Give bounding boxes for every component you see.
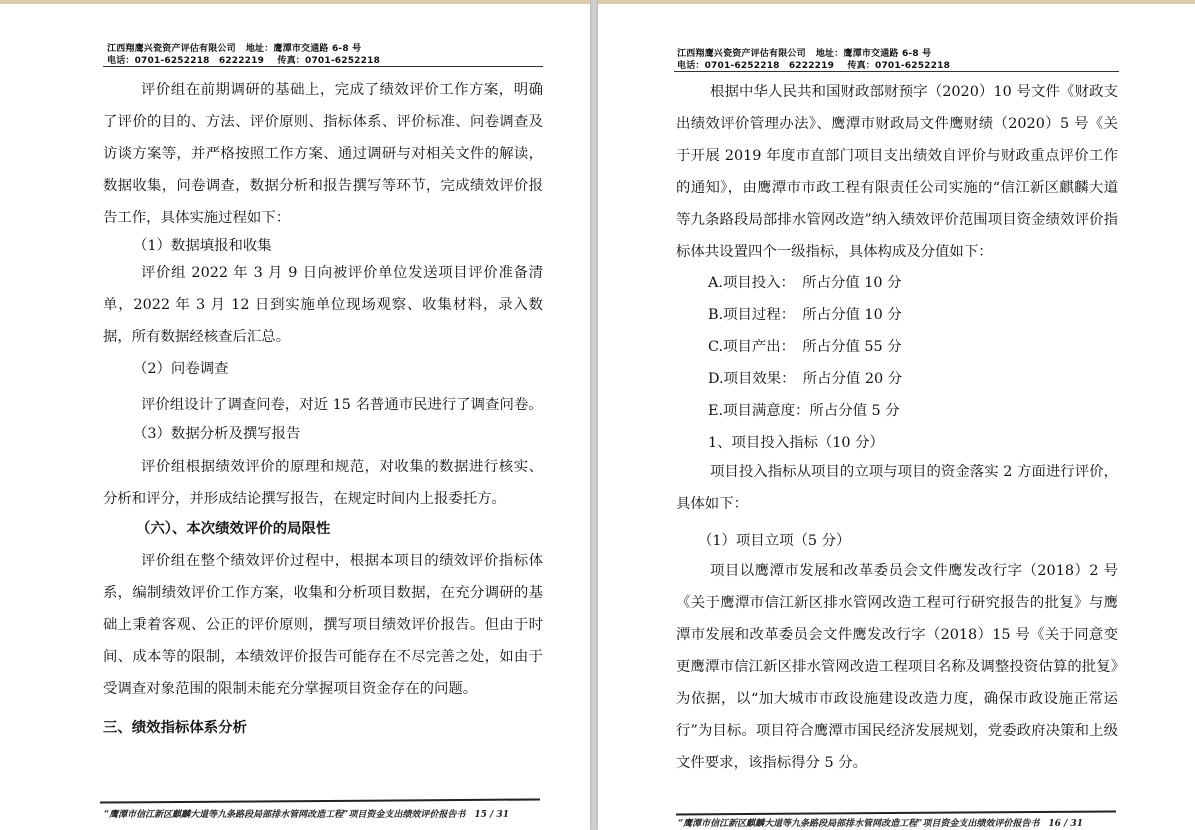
score-item-effect: D.项目效果： 所占分值 20 分 [708,371,903,387]
score-item-output: C.项目产出： 所占分值 55 分 [708,339,902,355]
company-fax: 传真：0701-6252218 [277,56,381,66]
company-address: 地址：鹰潭市交通路 6-8 号 [815,49,932,59]
section-limitations-heading: （六）、本次绩效评价的局限性 [136,520,331,537]
letterhead-line-2 [677,58,950,71]
page-footer: “鹰潭市信江新区麒麟大道等九条路段局部排水管网改造工程”项目资金支出绩效评价报告书 16 / 31 [678,819,1083,829]
paragraph-project-approval: 项目以鹰潭市发展和改革委员会文件鹰发改行字（2018）2 号《关于鹰潭市信江新区排水管网改造工程可行研究报告的批复》与鹰潭市发展和改革委员会文件鹰发改行字（2018）15 号《关于同意变更鹰潭市信江新区排水管网改造工程项目名称及调整投资估算的批复》为依据，以“加大城市市政设施建设改造力度，确保市政设施正常运行”为目标。项目符合鹰潭市国民经济发展规划，党委政府决策和上级文件要求，该指标得分 5 分。 [676,563,1118,771]
footer-rule [100,798,540,803]
company-name: 江西翔鹰兴瓷资产评估有限公司 [107,44,236,54]
score-item-satisfaction: E.项目满意度：所占分值 5 分 [708,403,900,419]
letterhead-line-2 [107,53,380,66]
company-address: 地址：鹰潭市交通路 6-8 号 [245,44,362,54]
paragraph-survey: 评价组设计了调查问卷，对近 15 名普通市民进行了调查问卷。 [141,397,543,413]
item-project-approval-title: （1）项目立项（5 分） [698,533,851,549]
paragraph-input-indicator: 项目投入指标从项目的立项与项目的资金落实 2 方面进行评价，具体如下： [676,464,1118,512]
paragraph-data-collection: 评价组 2022 年 3 月 9 日向被评价单位发送项目评价准备清单，2022 年 3 月 12 日到实施单位现场观察、收集材料，录入数据，所有数据经核查后汇总。 [103,265,543,345]
page-footer: “鹰潭市信江新区麒麟大道等九条路段局部排水管网改造工程”项目资金支出绩效评价报告书 15 / 31 [104,810,509,820]
item-survey-title: （2）问卷调查 [133,361,229,377]
company-phone: 电话：0701-6252218 6222219 [677,61,835,71]
paragraph-basis: 根据中华人民共和国财政部财预字（2020）10 号文件《财政支出绩效评价管理办法》、鹰潭市财政局文件鹰财绩（2020）5 号《关于开展 2019 年度市直部门项目支出绩效自评价与财政重点评价工作的通知》，由鹰潭市市政工程有限责任公司实施的“信江新区麒麟大道等九条路段局部排水管网改造”纳入绩效评价范围项目资金绩效评价指标体共设置四个一级指标，具体构成及分值如下： [676,84,1118,260]
sub-heading-input-indicator: 1、项目投入指标（10 分） [708,435,884,451]
header-rule [103,66,543,67]
paragraph-limitations: 评价组在整个绩效评价过程中，根据本项目的绩效评价指标体系，编制绩效评价工作方案，收集和分析项目数据，在充分调研的基础上秉着客观、公正的评价原则，撰写项目绩效评价报告。但由于时间、成本等的限制，本绩效评价报告可能存在不尽完善之处，如由于受调查对象范围的限制未能充分掌握项目资金存在的问题。 [103,553,543,697]
score-item-input: A.项目投入： 所占分值 10 分 [708,275,902,291]
paragraph-work-plan: 评价组在前期调研的基础上，完成了绩效评价工作方案，明确了评价的目的、方法、评价原则、指标体系、评价标准、问卷调查及访谈方案等，并严格按照工作方案、通过调研与对相关文件的解读，数据收集，问卷调查，数据分析和报告撰写等环节，完成绩效评价报告工作，具体实施过程如下： [103,82,543,226]
company-name: 江西翔鹰兴瓷资产评估有限公司 [677,49,806,59]
item-data-collection-title: （1）数据填报和收集 [133,238,272,254]
score-item-process: B.项目过程： 所占分值 10 分 [708,307,902,323]
item-analysis-title: （3）数据分析及撰写报告 [133,426,301,442]
company-fax: 传真：0701-6252218 [847,61,951,71]
page-top-edge [0,0,590,4]
section-three-heading: 三、绩效指标体系分析 [103,719,247,736]
document-page-16 [598,0,1195,830]
company-phone: 电话：0701-6252218 6222219 [107,56,265,66]
footer-rule [676,810,1116,815]
page-top-edge [598,0,1195,4]
paragraph-analysis: 评价组根据绩效评价的原理和规范，对收集的数据进行核实、分析和评分，并形成结论撰写报告，在规定时间内上报委托方。 [103,459,543,507]
document-page-15 [0,0,590,830]
header-rule [674,71,1119,72]
